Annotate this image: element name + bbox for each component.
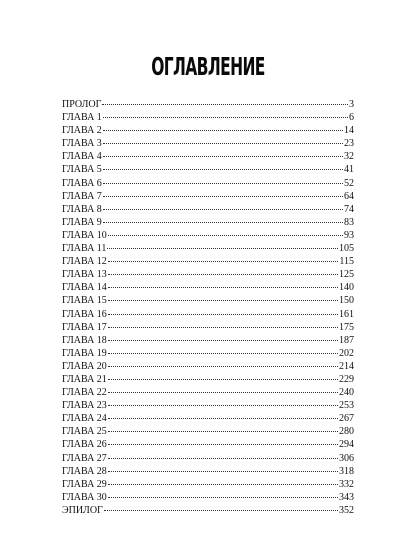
toc-entry-label: ГЛАВА 25 bbox=[62, 426, 107, 438]
toc-dot-leader bbox=[108, 234, 343, 236]
toc-entry-label: ГЛАВА 15 bbox=[62, 295, 107, 307]
toc-entry-label: ЭПИЛОГ bbox=[62, 504, 103, 516]
toc-entry-label: ГЛАВА 17 bbox=[62, 321, 107, 333]
toc-entry-page-number: 187 bbox=[339, 334, 354, 346]
toc-entry-label: ГЛАВА 2 bbox=[62, 125, 102, 137]
toc-entry-page-number: 306 bbox=[339, 452, 354, 464]
toc-entry-page-number: 343 bbox=[339, 491, 354, 503]
toc-dot-leader bbox=[108, 299, 338, 301]
toc-dot-leader bbox=[108, 496, 338, 498]
toc-entry-page-number: 294 bbox=[339, 439, 354, 451]
toc-entry bbox=[62, 386, 354, 399]
toc-dot-leader bbox=[108, 483, 338, 485]
toc-entry-page-number: 93 bbox=[344, 229, 354, 241]
toc-dot-leader bbox=[108, 457, 338, 459]
toc-entry bbox=[62, 347, 354, 360]
toc-entry-label: ГЛАВА 11 bbox=[62, 243, 107, 255]
table-of-contents bbox=[62, 98, 354, 517]
toc-entry-page-number: 202 bbox=[339, 347, 354, 359]
toc-entry-label: ГЛАВА 1 bbox=[62, 112, 102, 124]
toc-entry bbox=[62, 412, 354, 425]
toc-entry bbox=[62, 308, 354, 321]
toc-entry bbox=[62, 150, 354, 163]
toc-entry-page-number: 32 bbox=[344, 151, 354, 163]
toc-entry-page-number: 74 bbox=[344, 203, 354, 215]
toc-entry-page-number: 240 bbox=[339, 387, 354, 399]
toc-dot-leader bbox=[108, 365, 338, 367]
toc-entry-label: ГЛАВА 7 bbox=[62, 190, 102, 202]
toc-entry-page-number: 253 bbox=[339, 400, 354, 412]
toc-entry-page-number: 64 bbox=[344, 190, 354, 202]
toc-entry-page-number: 3 bbox=[349, 99, 354, 110]
toc-entry-label: ГЛАВА 21 bbox=[62, 373, 107, 385]
toc-entry-label: ГЛАВА 12 bbox=[62, 256, 107, 268]
toc-entry bbox=[62, 425, 354, 438]
toc-dot-leader bbox=[103, 168, 343, 170]
toc-dot-leader bbox=[103, 208, 343, 210]
toc-entry bbox=[62, 491, 354, 504]
toc-entry bbox=[62, 137, 354, 150]
toc-dot-leader bbox=[103, 195, 343, 197]
toc-dot-leader bbox=[108, 470, 338, 472]
toc-dot-leader bbox=[108, 391, 338, 393]
toc-entry-page-number: 6 bbox=[349, 112, 354, 124]
toc-entry bbox=[62, 334, 354, 347]
toc-entry-page-number: 150 bbox=[339, 295, 354, 307]
toc-entry-page-number: 229 bbox=[339, 373, 354, 385]
toc-entry-page-number: 140 bbox=[339, 282, 354, 294]
toc-dot-leader bbox=[103, 221, 343, 223]
toc-dot-leader bbox=[108, 430, 338, 432]
toc-entry-label: ГЛАВА 24 bbox=[62, 413, 107, 425]
toc-entry-label: ГЛАВА 20 bbox=[62, 360, 107, 372]
toc-entry bbox=[62, 360, 354, 373]
toc-dot-leader bbox=[108, 352, 338, 354]
toc-entry-page-number: 175 bbox=[339, 321, 354, 333]
toc-entry-label: ГЛАВА 4 bbox=[62, 151, 102, 163]
toc-entry-page-number: 83 bbox=[344, 216, 354, 228]
toc-entry bbox=[62, 229, 354, 242]
toc-entry-label: ГЛАВА 28 bbox=[62, 465, 107, 477]
toc-entry bbox=[62, 190, 354, 203]
toc-entry bbox=[62, 203, 354, 216]
toc-entry-label: ГЛАВА 6 bbox=[62, 177, 102, 189]
toc-entry-page-number: 14 bbox=[344, 125, 354, 137]
toc-entry-label: ГЛАВА 23 bbox=[62, 400, 107, 412]
toc-entry bbox=[62, 216, 354, 229]
toc-entry-page-number: 161 bbox=[339, 308, 354, 320]
toc-entry bbox=[62, 294, 354, 307]
toc-entry-label: ГЛАВА 16 bbox=[62, 308, 107, 320]
toc-dot-leader bbox=[108, 378, 338, 380]
toc-entry-page-number: 214 bbox=[339, 360, 354, 372]
toc-entry bbox=[62, 438, 354, 451]
toc-entry bbox=[62, 504, 354, 517]
toc-entry-label: ГЛАВА 14 bbox=[62, 282, 107, 294]
toc-entry bbox=[62, 452, 354, 465]
toc-dot-leader bbox=[103, 116, 348, 118]
toc-entry-page-number: 52 bbox=[344, 177, 354, 189]
toc-entry bbox=[62, 98, 354, 111]
toc-entry-label: ГЛАВА 22 bbox=[62, 387, 107, 399]
page-title: ОГЛАВЛЕНИЕ bbox=[151, 52, 265, 81]
toc-dot-leader bbox=[108, 313, 338, 315]
toc-entry bbox=[62, 242, 354, 255]
toc-entry-page-number: 41 bbox=[344, 164, 354, 176]
toc-dot-leader bbox=[108, 286, 338, 288]
toc-entry-page-number: 115 bbox=[339, 256, 354, 268]
toc-dot-leader bbox=[108, 260, 339, 262]
toc-entry bbox=[62, 478, 354, 491]
toc-dot-leader bbox=[104, 509, 338, 511]
toc-entry bbox=[62, 163, 354, 176]
toc-entry bbox=[62, 177, 354, 190]
toc-entry-page-number: 332 bbox=[339, 478, 354, 490]
toc-entry bbox=[62, 373, 354, 386]
toc-entry-page-number: 23 bbox=[344, 138, 354, 150]
toc-entry-page-number: 125 bbox=[339, 269, 354, 281]
toc-entry-label: ГЛАВА 9 bbox=[62, 216, 102, 228]
toc-entry-label: ГЛАВА 5 bbox=[62, 164, 102, 176]
toc-entry-label: ГЛАВА 18 bbox=[62, 334, 107, 346]
toc-entry-label: ГЛАВА 26 bbox=[62, 439, 107, 451]
toc-dot-leader bbox=[103, 129, 343, 131]
toc-dot-leader bbox=[103, 182, 343, 184]
toc-dot-leader bbox=[108, 326, 338, 328]
toc-dot-leader bbox=[108, 339, 338, 341]
toc-dot-leader bbox=[108, 404, 338, 406]
toc-entry-label: ГЛАВА 10 bbox=[62, 229, 107, 241]
toc-entry-label: ГЛАВА 27 bbox=[62, 452, 107, 464]
toc-entry-page-number: 318 bbox=[339, 465, 354, 477]
toc-dot-leader bbox=[108, 417, 338, 419]
toc-entry-label: ГЛАВА 30 bbox=[62, 491, 107, 503]
toc-dot-leader bbox=[103, 155, 343, 157]
toc-dot-leader bbox=[103, 142, 343, 144]
toc-dot-leader bbox=[108, 273, 338, 275]
toc-entry-label: ГЛАВА 3 bbox=[62, 138, 102, 150]
toc-entry bbox=[62, 124, 354, 137]
toc-entry-label: ГЛАВА 8 bbox=[62, 203, 102, 215]
toc-entry-label: ГЛАВА 19 bbox=[62, 347, 107, 359]
toc-entry-page-number: 352 bbox=[339, 504, 354, 516]
toc-entry bbox=[62, 255, 354, 268]
toc-entry-page-number: 267 bbox=[339, 413, 354, 425]
toc-entry bbox=[62, 399, 354, 412]
toc-entry-label: ПРОЛОГ bbox=[62, 99, 102, 110]
toc-dot-leader bbox=[102, 103, 348, 105]
toc-entry bbox=[62, 321, 354, 334]
toc-entry bbox=[62, 281, 354, 294]
toc-entry bbox=[62, 268, 354, 281]
toc-entry-page-number: 105 bbox=[339, 243, 354, 255]
toc-entry-label: ГЛАВА 13 bbox=[62, 269, 107, 281]
toc-entry bbox=[62, 465, 354, 478]
toc-entry bbox=[62, 111, 354, 124]
toc-dot-leader bbox=[108, 443, 338, 445]
toc-entry-label: ГЛАВА 29 bbox=[62, 478, 107, 490]
toc-entry-page-number: 280 bbox=[339, 426, 354, 438]
toc-dot-leader bbox=[107, 247, 338, 249]
